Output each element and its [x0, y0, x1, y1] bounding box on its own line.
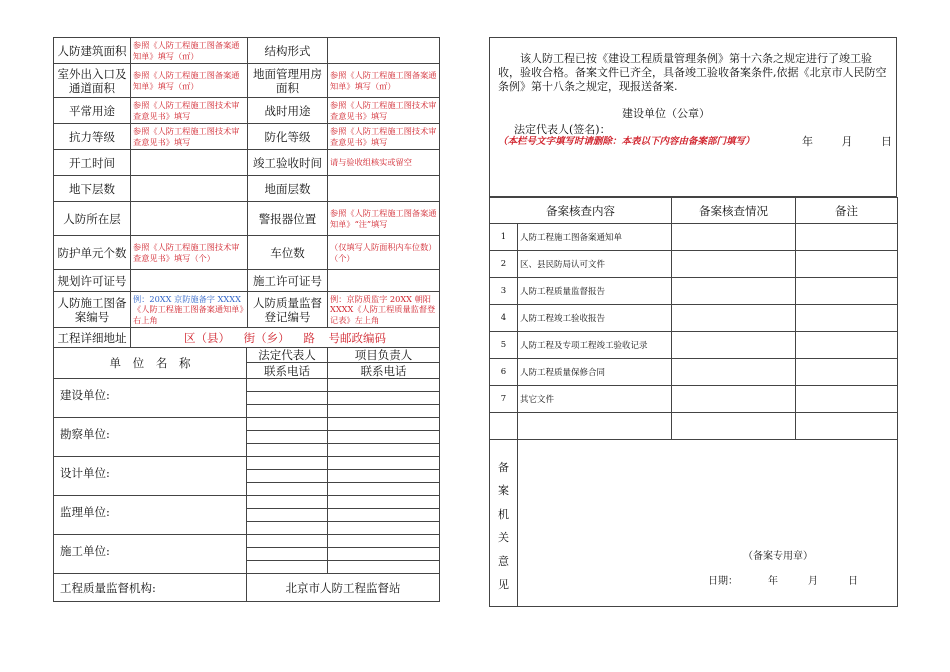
checklist-row	[490, 305, 898, 332]
item-name: 人防工程质量保修合同	[518, 359, 672, 386]
unit-contact-cell[interactable]	[247, 379, 328, 392]
unit-name-cell[interactable]: 设计单位:	[54, 457, 247, 496]
unit-contact-cell[interactable]	[328, 470, 440, 483]
statement-box	[489, 37, 897, 197]
unit-contact-cell[interactable]	[328, 418, 440, 431]
opinion-date-label: 日期：	[708, 576, 738, 587]
unit-contact-cell[interactable]	[247, 431, 328, 444]
date-month: 月	[841, 135, 853, 148]
field-label: 车位数	[248, 236, 328, 270]
project-info-form	[53, 37, 439, 610]
info-row	[54, 98, 440, 124]
field-value[interactable]	[131, 150, 248, 176]
field-value[interactable]	[131, 202, 248, 236]
item-status[interactable]	[672, 224, 796, 251]
opinion-char: 见	[498, 578, 509, 591]
project-lead-header: 项目负责人	[328, 348, 440, 363]
unit-name-header: 单 位 名 称	[54, 348, 247, 379]
field-value[interactable]: 参照《人防工程施工图备案通知单》“注”填写	[328, 202, 440, 236]
opinion-row	[490, 440, 898, 607]
checklist-blank-row	[490, 413, 898, 440]
field-value[interactable]	[131, 176, 248, 202]
opinion-date-day: 日	[848, 576, 858, 587]
field-label: 战时用途	[248, 98, 328, 124]
info-row	[54, 150, 440, 176]
info-row	[54, 292, 440, 328]
header-remark: 备注	[796, 198, 898, 224]
checklist-header	[490, 198, 898, 224]
unit-contact-cell[interactable]	[247, 496, 328, 509]
unit-contact-cell[interactable]	[247, 522, 328, 535]
unit-contact-cell[interactable]	[328, 379, 440, 392]
unit-contact-cell[interactable]	[328, 457, 440, 470]
unit-contact-cell[interactable]	[247, 444, 328, 457]
field-value[interactable]: 参照《人防工程施工图备案通知单》填写（㎡）	[131, 64, 248, 98]
unit-name-cell[interactable]: 勘察单位:	[54, 418, 247, 457]
item-name: 人防工程及专项工程竣工验收记录	[518, 332, 672, 359]
field-value[interactable]: 参照《人防工程施工图技术审查意见书》填写（个）	[131, 236, 248, 270]
unit-contact-cell[interactable]	[247, 392, 328, 405]
special-seal-label: （备案专用章）	[743, 551, 813, 562]
address-label: 工程详细地址	[54, 328, 131, 348]
example-text: 例：京防质监字 20XX 朝阳 XXXX	[330, 293, 431, 315]
item-remark[interactable]	[796, 386, 898, 413]
unit-contact-cell[interactable]	[247, 405, 328, 418]
units-table	[53, 347, 440, 602]
checklist-table	[489, 197, 898, 607]
field-label: 抗力等级	[54, 124, 131, 150]
item-name: 其它文件	[518, 386, 672, 413]
legal-rep-header: 法定代表人	[247, 348, 328, 363]
item-number: 3	[490, 278, 518, 305]
unit-name-cell[interactable]: 建设单位:	[54, 379, 247, 418]
item-remark[interactable]	[796, 224, 898, 251]
unit-contact-cell[interactable]	[328, 483, 440, 496]
unit-contact-cell[interactable]	[328, 431, 440, 444]
date-day: 日	[881, 135, 892, 148]
field-value[interactable]: 参照《人防工程施工图技术审查意见书》填写	[131, 98, 248, 124]
item-number: 2	[490, 251, 518, 278]
item-remark[interactable]	[796, 359, 898, 386]
contact-header-1: 联系电话	[247, 363, 328, 379]
field-label: 地面层数	[248, 176, 328, 202]
contact-header-2: 联系电话	[328, 363, 440, 379]
checklist-row	[490, 359, 898, 386]
field-value[interactable]: 请与验收组核实或留空	[328, 150, 440, 176]
item-number: 4	[490, 305, 518, 332]
field-label: 人防所在层	[54, 202, 131, 236]
signer-label[interactable]: 法定代表人(签名)：	[514, 123, 611, 136]
field-label: 人防建筑面积	[54, 38, 131, 64]
field-label: 防护单元个数	[54, 236, 131, 270]
item-name: 区、县民防局认可文件	[518, 251, 672, 278]
opinion-date-month: 月	[808, 576, 818, 587]
opinion-char: 案	[498, 484, 509, 497]
unit-name-cell[interactable]: 施工单位:	[54, 535, 247, 574]
item-name: 人防工程竣工验收报告	[518, 305, 672, 332]
monitor-value: 北京市人防工程监督站	[247, 574, 440, 602]
field-value[interactable]: 参照《人防工程施工图技术审查意见书》填写	[328, 98, 440, 124]
unit-row	[54, 457, 440, 470]
field-value[interactable]: 参照《人防工程施工图备案通知单》填写（㎡）	[131, 38, 248, 64]
field-value[interactable]: 参照《人防工程施工图技术审查意见书》填写	[328, 124, 440, 150]
info-row	[54, 124, 440, 150]
info-row	[54, 176, 440, 202]
seal-label: 建设单位（公章）	[622, 107, 710, 120]
unit-contact-cell[interactable]	[247, 561, 328, 574]
unit-contact-cell[interactable]	[247, 535, 328, 548]
field-label: 人防施工图备案编号	[54, 292, 131, 328]
info-row	[54, 64, 440, 98]
unit-contact-cell[interactable]	[328, 392, 440, 405]
opinion-char: 备	[498, 460, 509, 474]
opinion-area[interactable]	[518, 440, 898, 607]
item-name: 人防工程质量监督报告	[518, 278, 672, 305]
field-label: 人防质量监督登记编号	[248, 292, 328, 328]
checklist-row	[490, 332, 898, 359]
unit-contact-cell[interactable]	[328, 548, 440, 561]
unit-contact-cell[interactable]	[247, 470, 328, 483]
signer-date	[802, 133, 892, 149]
checklist-row	[490, 251, 898, 278]
unit-contact-cell[interactable]	[247, 483, 328, 496]
item-status[interactable]	[672, 251, 796, 278]
field-label: 结构形式	[248, 38, 328, 64]
field-value[interactable]	[328, 176, 440, 202]
item-status[interactable]	[672, 386, 796, 413]
unit-name-cell[interactable]: 监理单位:	[54, 496, 247, 535]
field-label: 平常用途	[54, 98, 131, 124]
unit-contact-cell[interactable]	[247, 418, 328, 431]
unit-contact-cell[interactable]	[247, 509, 328, 522]
opinion-date-year: 年	[768, 576, 778, 587]
opinion-char: 关	[498, 531, 509, 544]
info-row	[54, 270, 440, 292]
field-value[interactable]	[328, 270, 440, 292]
date-year: 年	[802, 135, 813, 148]
hint-text: 《人防工程施工图备案通知单》右上角	[133, 304, 244, 325]
unit-contact-cell[interactable]	[247, 548, 328, 561]
unit-contact-cell[interactable]	[328, 509, 440, 522]
field-label: 警报器位置	[248, 202, 328, 236]
field-value[interactable]	[131, 292, 248, 328]
item-name: 人防工程施工图备案通知单	[518, 224, 672, 251]
fill-note: （本栏号文字填写时请删除：本表以下内容由备案部门填写）	[498, 136, 755, 147]
unit-contact-cell[interactable]	[328, 444, 440, 457]
monitor-label: 工程质量监督机构:	[54, 574, 247, 602]
unit-contact-cell[interactable]	[247, 457, 328, 470]
field-label: 地下层数	[54, 176, 131, 202]
opinion-label	[490, 440, 518, 607]
project-info-table	[53, 37, 440, 348]
field-value[interactable]: 参照《人防工程施工图备案通知单》填写（㎡）	[328, 64, 440, 98]
info-row	[54, 202, 440, 236]
unit-row	[54, 535, 440, 548]
field-value[interactable]	[328, 38, 440, 64]
field-label: 防化等级	[248, 124, 328, 150]
checklist-row	[490, 386, 898, 413]
address-row	[54, 328, 440, 348]
field-value[interactable]: （仅填写人防面积内车位数）（个）	[328, 236, 440, 270]
item-remark[interactable]	[796, 305, 898, 332]
item-number: 7	[490, 386, 518, 413]
unit-row	[54, 379, 440, 392]
item-number: 5	[490, 332, 518, 359]
item-number: 1	[490, 224, 518, 251]
hint-text: 《人防工程质量监督登记表》左上角	[330, 304, 436, 325]
info-row	[54, 236, 440, 270]
checklist-row	[490, 278, 898, 305]
checklist-row	[490, 224, 898, 251]
field-label: 规划许可证号	[54, 270, 131, 292]
field-label: 室外出入口及通道面积	[54, 64, 131, 98]
statement-text: 该人防工程已按《建设工程质量管理条例》第十六条之规定进行了竣工验收，验收合格。备案文件已齐全，具备竣工验收备案条件,依据《北京市人民防空条例》第十八条之规定，现报送备案.	[498, 52, 887, 93]
field-label: 开工时间	[54, 150, 131, 176]
info-row	[54, 38, 440, 64]
item-status[interactable]	[672, 278, 796, 305]
unit-contact-cell[interactable]	[328, 496, 440, 509]
field-label: 竣工验收时间	[248, 150, 328, 176]
field-value[interactable]	[131, 270, 248, 292]
item-status[interactable]	[672, 305, 796, 332]
address-value[interactable]: 区（县） 街（乡） 路 号邮政编码	[131, 328, 440, 348]
field-label: 地面管理用房面积	[248, 64, 328, 98]
item-status[interactable]	[672, 332, 796, 359]
header-status: 备案核查情况	[672, 198, 796, 224]
header-content: 备案核查内容	[490, 198, 672, 224]
item-remark[interactable]	[796, 332, 898, 359]
unit-contact-cell[interactable]	[328, 535, 440, 548]
field-label: 施工许可证号	[248, 270, 328, 292]
item-remark[interactable]	[796, 251, 898, 278]
item-number: 6	[490, 359, 518, 386]
unit-contact-cell[interactable]	[328, 561, 440, 574]
opinion-char: 意	[498, 554, 509, 568]
opinion-char: 机	[498, 507, 509, 521]
field-value[interactable]	[328, 292, 440, 328]
unit-row	[54, 418, 440, 431]
unit-contact-cell[interactable]	[328, 405, 440, 418]
opinion-date	[708, 572, 858, 587]
unit-contact-cell[interactable]	[328, 522, 440, 535]
monitor-row	[54, 574, 440, 602]
field-value[interactable]: 参照《人防工程施工图技术审查意见书》填写	[131, 124, 248, 150]
item-status[interactable]	[672, 359, 796, 386]
filing-form	[489, 37, 897, 610]
unit-row	[54, 496, 440, 509]
item-remark[interactable]	[796, 278, 898, 305]
example-text: 例：20XX 京防施备字 XXXX	[133, 293, 241, 304]
